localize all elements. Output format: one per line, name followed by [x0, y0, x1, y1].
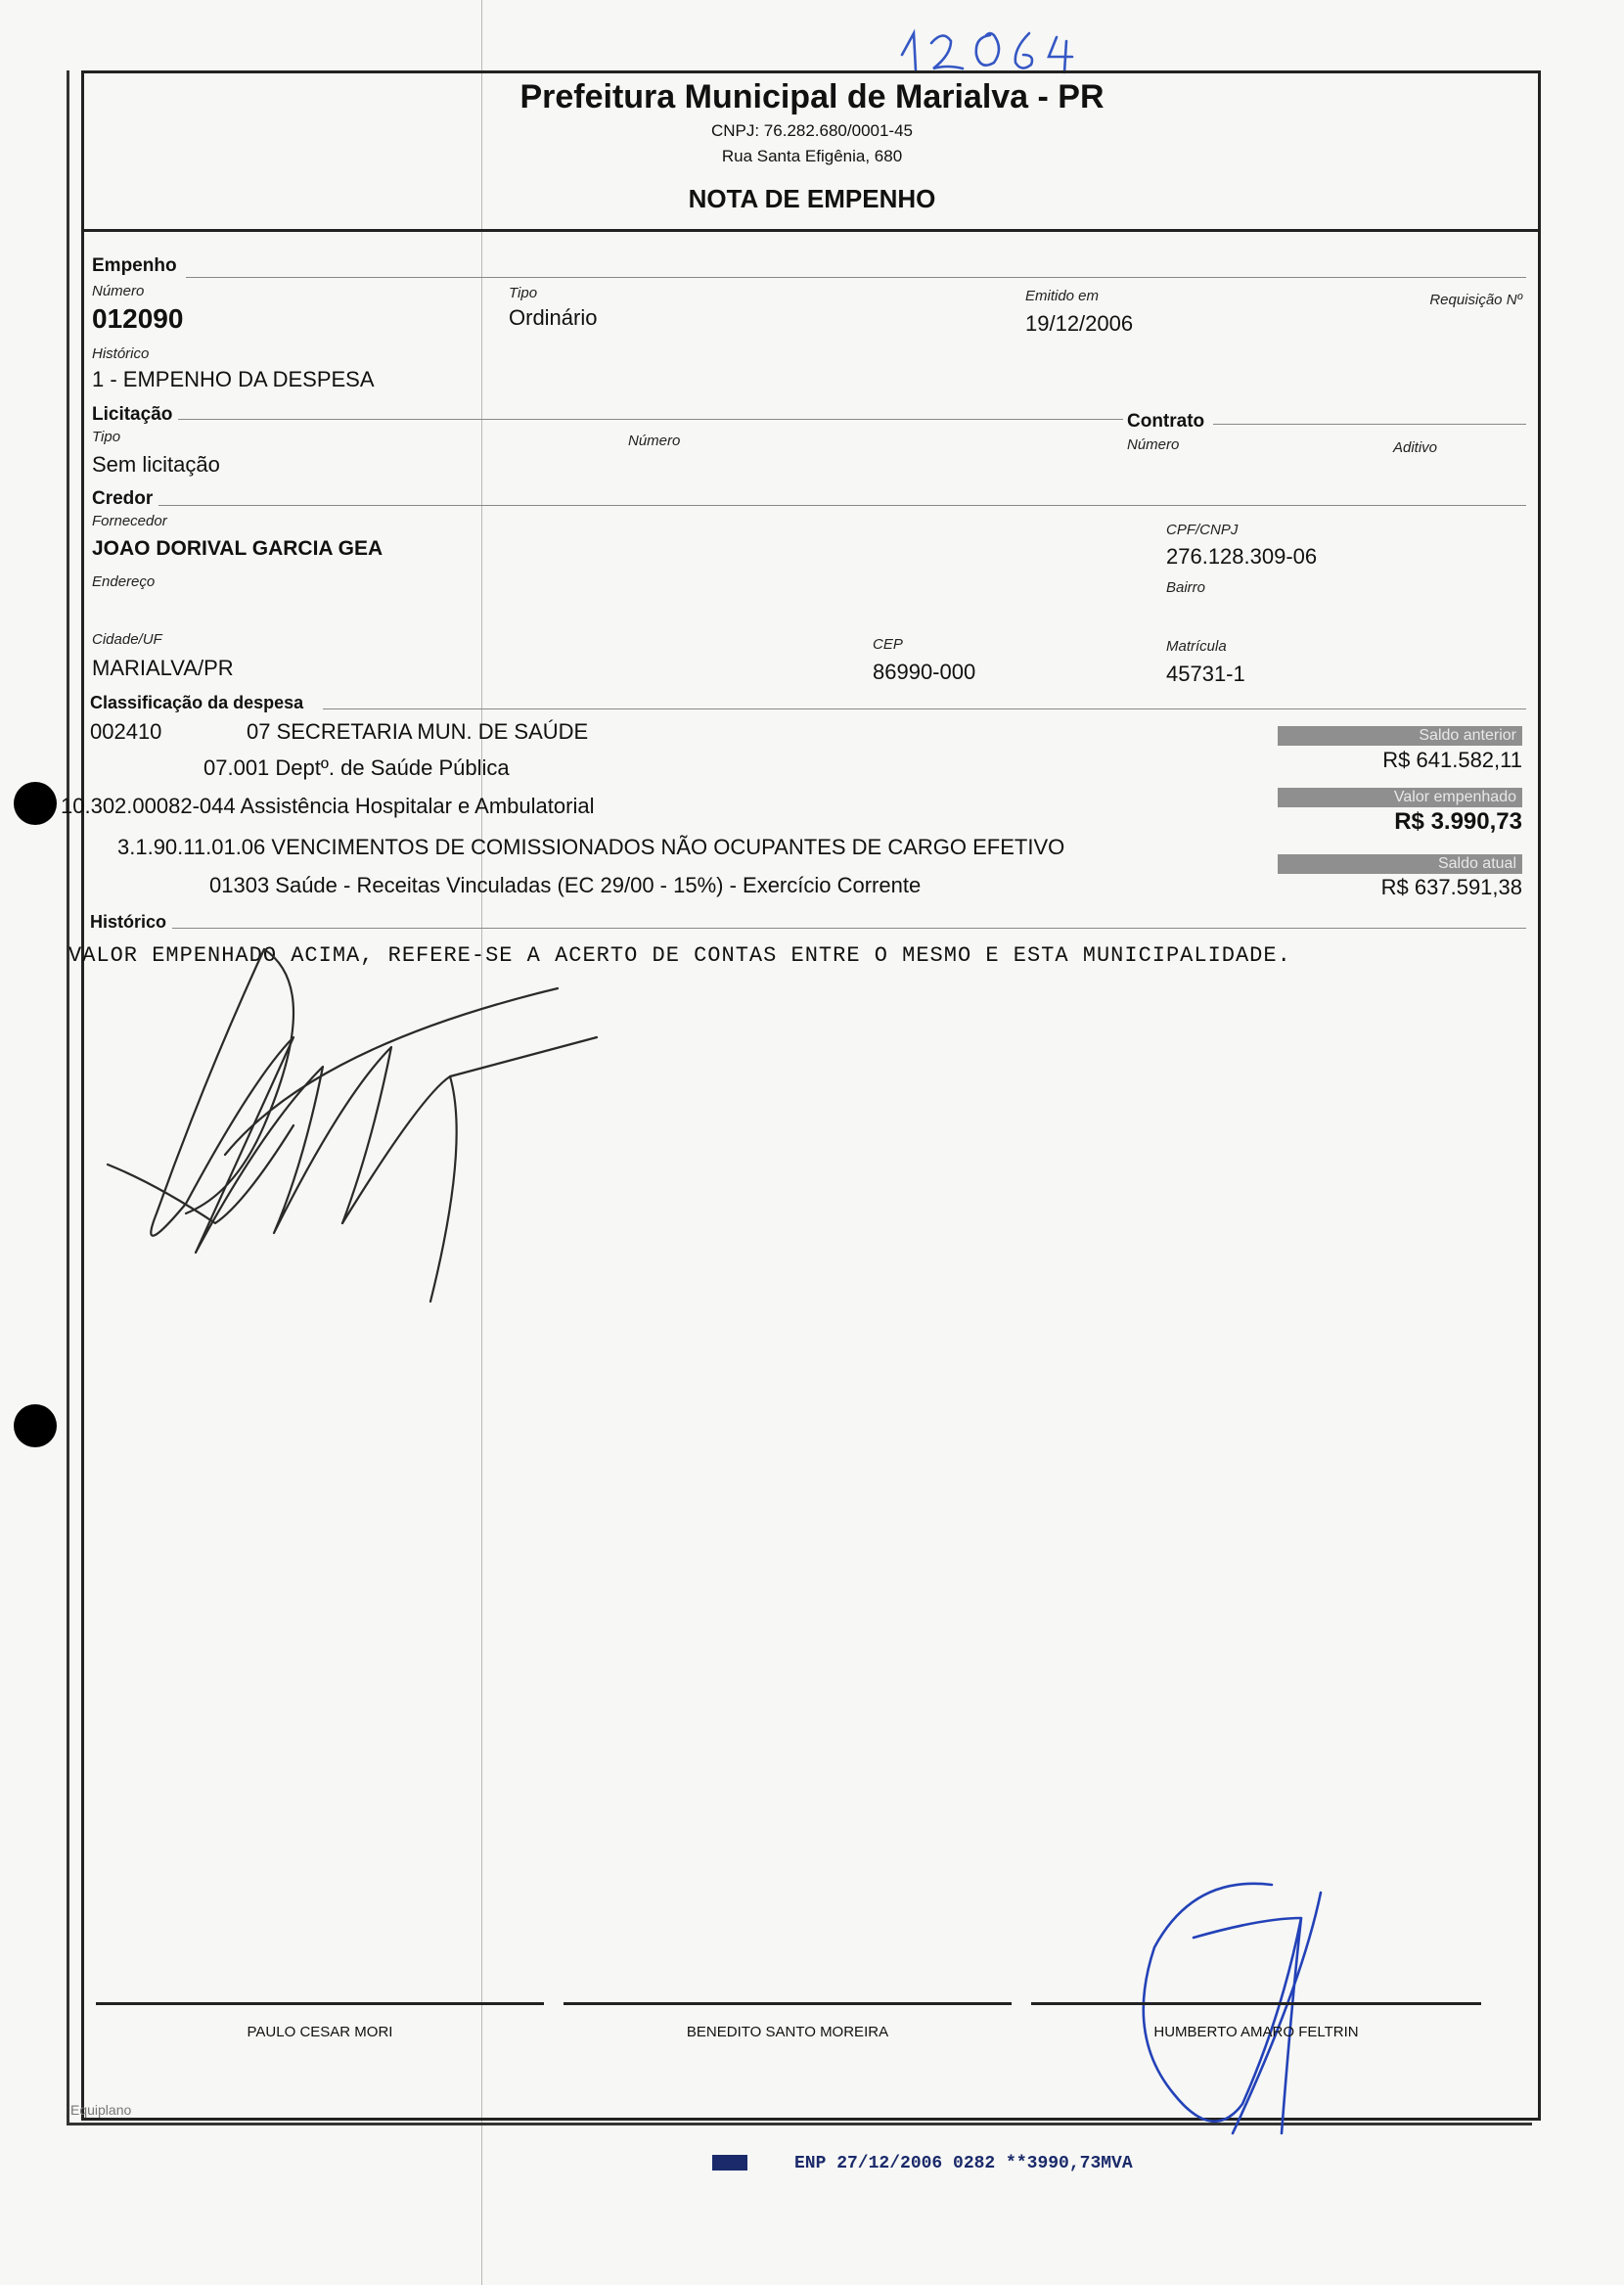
punch-hole-top — [14, 782, 57, 825]
classificacao-fonte: 01303 Saúde - Receitas Vinculadas (EC 29/00 - 15%) - Exercício Corrente — [209, 873, 922, 897]
cidade-uf: MARIALVA/PR — [92, 656, 234, 680]
payment-stamp: ENP 27/12/2006 0282 **3990,73MVA — [794, 2154, 1133, 2173]
org-address: Rua Santa Efigênia, 680 — [721, 147, 903, 165]
classificacao-unidade: 07.001 Deptº. de Saúde Pública — [203, 755, 510, 780]
classificacao-code: 002410 — [90, 719, 162, 744]
signature-scribble — [98, 930, 607, 1326]
stamp-logo-icon — [712, 2155, 747, 2171]
cep: 86990-000 — [873, 660, 976, 684]
header-divider — [81, 229, 1541, 232]
label-cep: CEP — [873, 636, 903, 653]
cpf-cnpj: 276.128.309-06 — [1166, 544, 1318, 569]
section-classificacao: Classificação da despesa — [90, 693, 304, 712]
emitido-em: 19/12/2006 — [1025, 311, 1134, 336]
licitacao-tipo: Sem licitação — [92, 452, 220, 477]
historico-text: VALOR EMPENHADO ACIMA, REFERE-SE A ACERTO DE CONTAS ENTRE O MESMO E ESTA MUNICIPALIDADE. — [68, 943, 1291, 968]
classificacao-funcional: 10.302.00082-044 Assistência Hospitalar e Ambulatorial — [61, 794, 595, 818]
section-rule — [158, 505, 1526, 506]
label-requisicao: Requisição Nº — [1429, 292, 1522, 308]
section-historico: Histórico — [90, 912, 167, 932]
saldo-atual-label: Saldo atual — [1278, 854, 1522, 874]
section-rule — [172, 928, 1526, 929]
label-contrato-numero: Número — [1127, 436, 1180, 453]
signature-line-3 — [1031, 2002, 1481, 2005]
valor-empenhado: R$ 3.990,73 — [1394, 808, 1522, 835]
section-rule — [186, 277, 1526, 278]
org-name: Prefeitura Municipal de Marialva - PR — [519, 78, 1105, 115]
section-credor: Credor — [92, 488, 154, 509]
punch-hole-bottom — [14, 1404, 57, 1447]
section-contrato: Contrato — [1127, 411, 1205, 432]
label-matricula: Matrícula — [1166, 638, 1227, 655]
label-empenho-tipo: Tipo — [509, 285, 538, 301]
empenho-tipo: Ordinário — [509, 305, 598, 330]
label-emitido-em: Emitido em — [1025, 288, 1100, 304]
org-cnpj: CNPJ: 76.282.680/0001-45 — [710, 121, 914, 140]
signature-line-1 — [96, 2002, 544, 2005]
saldo-anterior-label: Saldo anterior — [1278, 726, 1522, 746]
empenho-numero: 012090 — [92, 303, 184, 334]
signatory-1: PAULO CESAR MORI — [247, 2024, 393, 2040]
signature-line-2 — [564, 2002, 1012, 2005]
label-contrato-aditivo: Aditivo — [1393, 439, 1438, 456]
signatory-3: HUMBERTO AMARO FELTRIN — [1153, 2024, 1359, 2040]
fornecedor: JOAO DORIVAL GARCIA GEA — [92, 537, 383, 560]
label-cpf-cnpj: CPF/CNPJ — [1166, 522, 1239, 538]
label-licitacao-tipo: Tipo — [92, 429, 121, 445]
document-title: NOTA DE EMPENHO — [688, 184, 936, 213]
section-licitacao: Licitação — [92, 404, 173, 425]
footer-brand: Equiplano — [70, 2102, 132, 2118]
label-endereco: Endereço — [92, 573, 156, 590]
classificacao-orgao: 07 SECRETARIA MUN. DE SAÚDE — [247, 719, 589, 744]
matricula: 45731-1 — [1166, 662, 1245, 686]
section-empenho: Empenho — [92, 255, 177, 276]
section-rule — [1213, 424, 1526, 425]
label-fornecedor: Fornecedor — [92, 513, 167, 529]
label-empenho-historico: Histórico — [92, 345, 150, 362]
classificacao-natureza: 3.1.90.11.01.06 VENCIMENTOS DE COMISSIONADOS NÃO OCUPANTES DE CARGO EFETIVO — [117, 835, 1065, 859]
signatory-2: BENEDITO SANTO MOREIRA — [686, 2024, 889, 2040]
section-rule — [323, 708, 1526, 709]
valor-empenhado-label: Valor empenhado — [1278, 788, 1522, 807]
section-rule — [178, 419, 1123, 420]
saldo-anterior: R$ 641.582,11 — [1382, 748, 1522, 772]
label-cidade-uf: Cidade/UF — [92, 631, 162, 648]
label-empenho-numero: Número — [92, 283, 145, 299]
label-licitacao-numero: Número — [628, 433, 681, 449]
empenho-historico: 1 - EMPENHO DA DESPESA — [92, 367, 375, 391]
saldo-atual: R$ 637.591,38 — [1380, 875, 1522, 899]
label-bairro: Bairro — [1166, 579, 1206, 596]
